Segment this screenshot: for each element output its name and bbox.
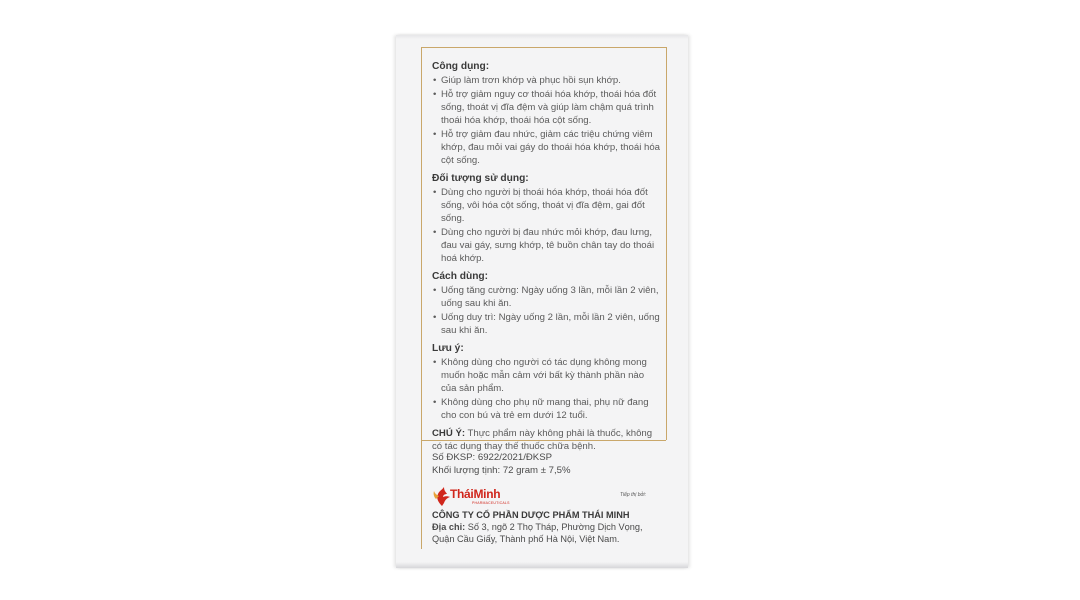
company-address xyxy=(432,521,660,545)
company-block xyxy=(432,509,660,545)
box-bottom-edge xyxy=(396,562,688,568)
caution-item: • Không dùng cho người có tác dụng không mong muốn hoặc mẫn cảm với bất kỳ thành phần nào của sản phẩm. xyxy=(432,356,660,395)
box-top-edge xyxy=(396,35,688,39)
registration-block xyxy=(432,451,660,477)
target-users-list xyxy=(432,186,660,265)
usage-item: • Hỗ trợ giảm đau nhức, giảm các triệu chứng viêm khớp, đau mỏi vai gáy do thoái hóa khớp, thoái hóa cột sống. xyxy=(432,128,660,167)
usage-list xyxy=(432,74,660,167)
logo-subtitle: PHARMACEUTICALS xyxy=(472,501,510,505)
address-label: Địa chỉ: xyxy=(432,522,466,532)
directions-list xyxy=(432,284,660,337)
gold-frame-left-lower-line xyxy=(421,441,422,549)
usage-item: • Hỗ trợ giảm nguy cơ thoái hóa khớp, thoái hóa đốt sống, thoát vị đĩa đệm và giúp làm chậm quá trình thoái hóa khớp, thoái hóa cột sống. xyxy=(432,88,660,127)
target-users-item: • Dùng cho người bị đau nhức mỏi khớp, đau lưng, đau vai gáy, sưng khớp, tê buồn chân tay do thoái hoá khớp. xyxy=(432,226,660,265)
registration-number: Số ĐKSP: 6922/2021/ĐKSP xyxy=(432,452,552,463)
company-name: CÔNG TY CỔ PHẦN DƯỢC PHẨM THÁI MINH xyxy=(432,510,630,520)
target-users-item: • Dùng cho người bị thoái hóa khớp, thoái hóa đốt sống, vôi hóa cột sống, thoát vị đĩa đệm, gai đốt sống. xyxy=(432,186,660,225)
usage-item: • Giúp làm trơn khớp và phục hồi sụn khớp. xyxy=(432,74,660,87)
label-content xyxy=(432,60,660,453)
caution-title: Lưu ý: xyxy=(432,343,464,354)
directions-item: • Uống duy trì: Ngày uống 2 lần, mỗi lần 2 viên, uống sau khi ăn. xyxy=(432,311,660,337)
directions-item: • Uống tăng cường: Ngày uống 3 lần, mỗi lần 2 viên, uống sau khi ăn. xyxy=(432,284,660,310)
caution-list xyxy=(432,356,660,422)
caution-item: • Không dùng cho phụ nữ mang thai, phụ nữ đang cho con bú và trẻ em dưới 12 tuổi. xyxy=(432,396,660,422)
address-text: Số 3, ngõ 2 Thọ Tháp, Phường Dịch Vọng, Quận Cầu Giấy, Thành phố Hà Nội, Việt Nam. xyxy=(432,522,643,544)
gold-frame-right-line xyxy=(666,47,667,440)
notice-label: CHÚ Ý: xyxy=(432,428,466,439)
target-users-title: Đối tượng sử dụng: xyxy=(432,173,529,184)
usage-title: Công dụng: xyxy=(432,61,490,72)
brand-logo xyxy=(432,485,512,505)
phoenix-icon xyxy=(432,485,452,507)
notice xyxy=(432,427,660,453)
marketed-by-label: Tiếp thị bởi: xyxy=(620,492,647,498)
directions-title: Cách dùng: xyxy=(432,271,489,282)
notice-text: Thực phẩm này không phải là thuốc, không có tác dụng thay thế thuốc chữa bệnh. xyxy=(432,428,653,452)
logo-wordmark: TháiMinh xyxy=(450,487,501,501)
net-weight: Khối lượng tịnh: 72 gram ± 7,5% xyxy=(432,465,571,476)
